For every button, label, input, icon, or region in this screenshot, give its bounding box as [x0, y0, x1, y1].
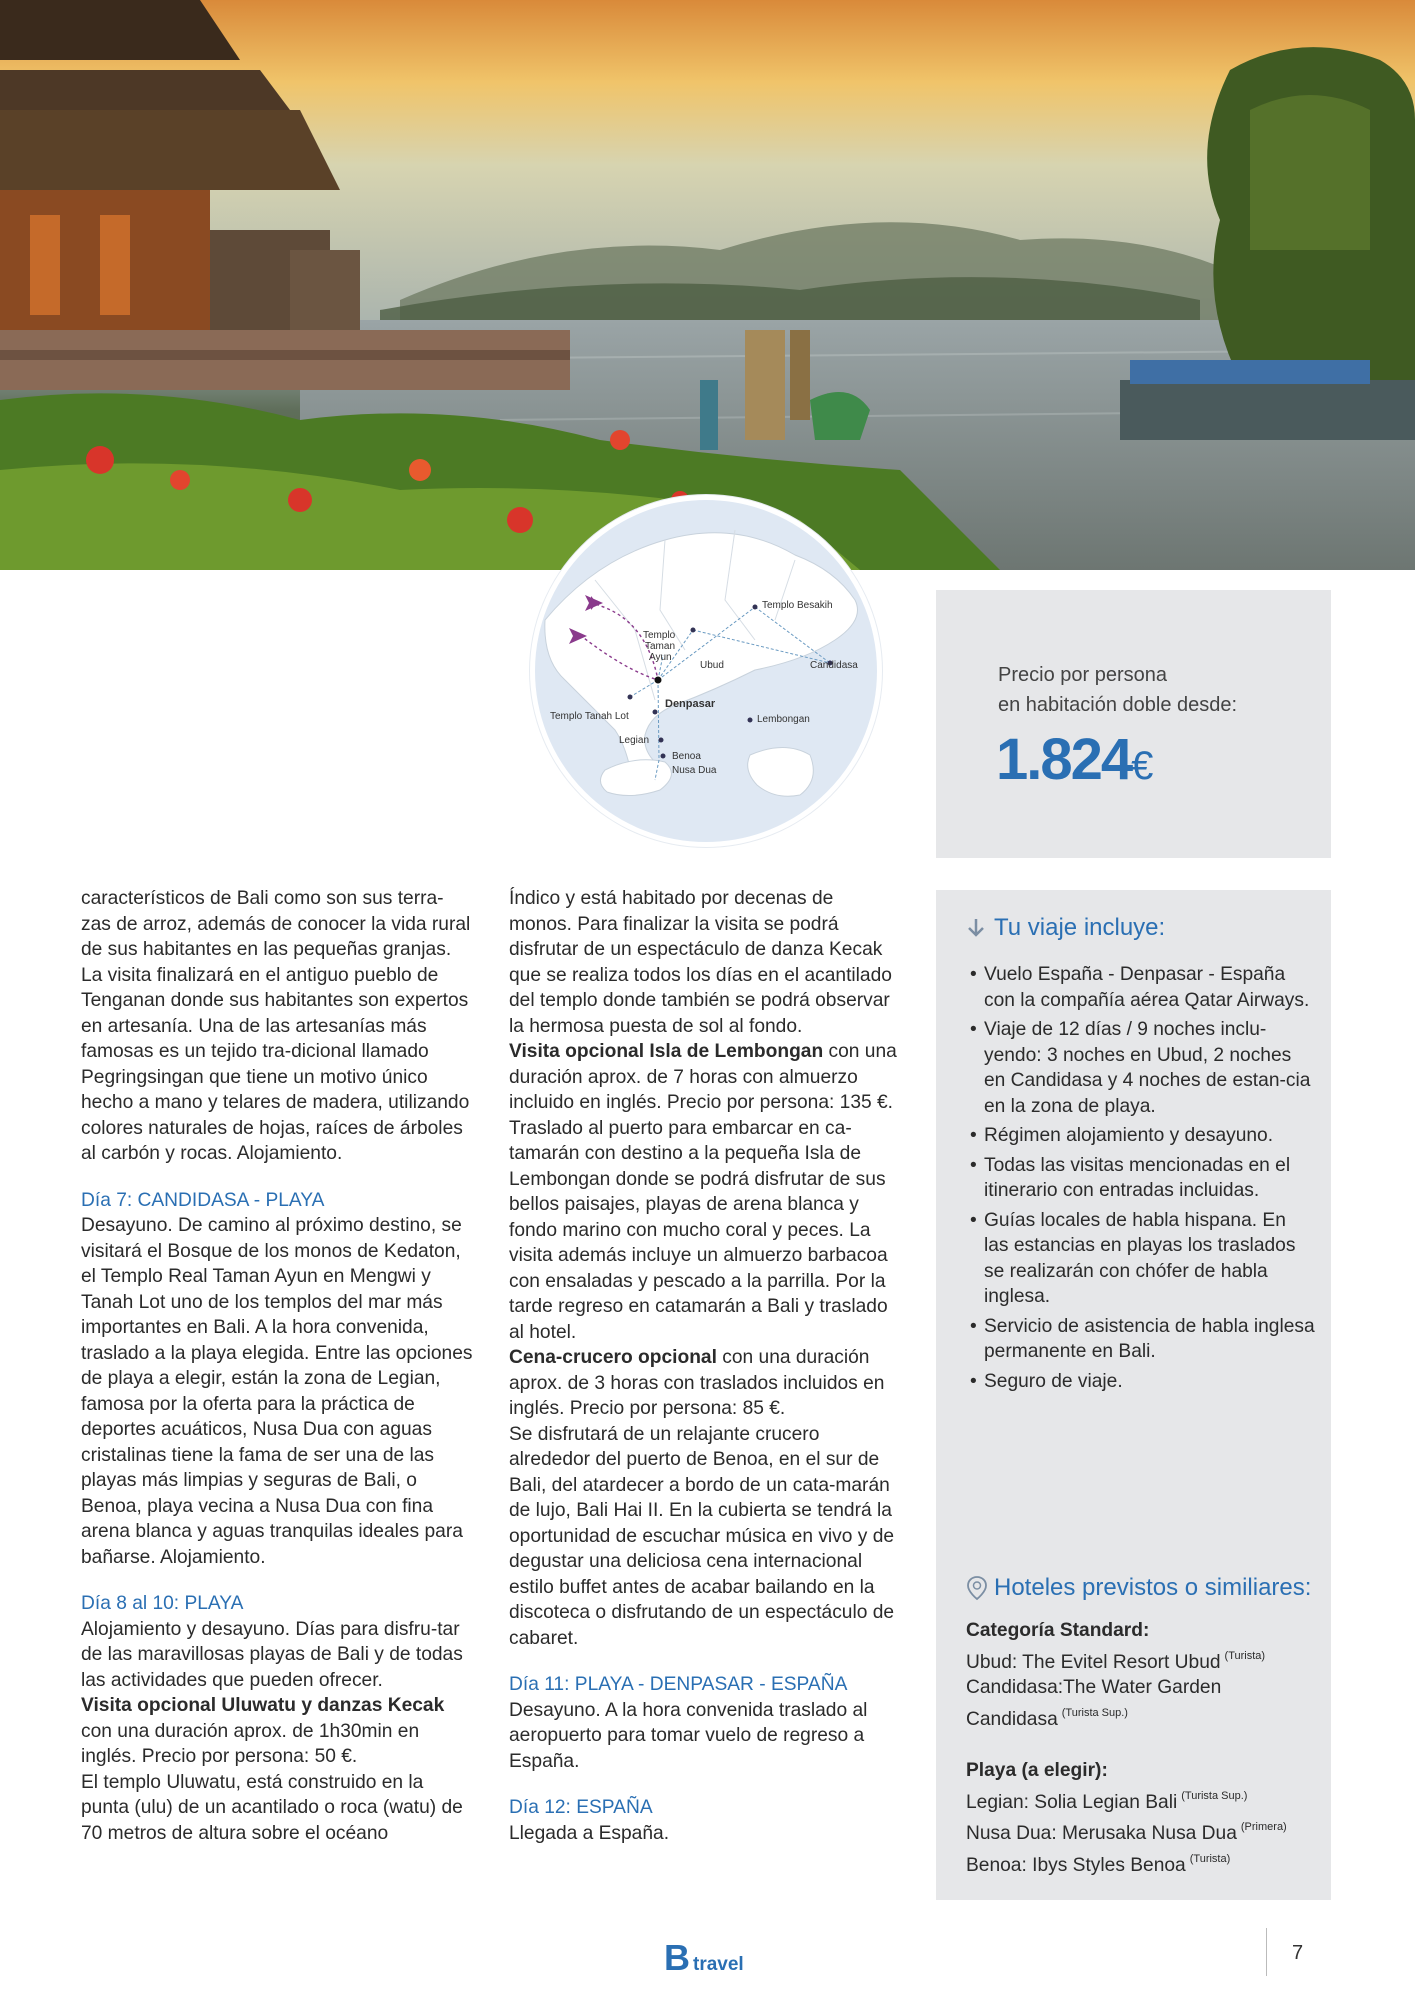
cena-title: Cena-crucero opcional: [509, 1347, 717, 1368]
page-number: 7: [1292, 1942, 1304, 1964]
hotels-title: Hoteles previstos o similiares:: [994, 1574, 1312, 1601]
list-item: • Viaje de 12 días / 9 noches inclu-yendo: 3 noches en Ubud, 2 noches en Candidasa y 4 noches de estan-cia en la zona de playa.: [970, 1017, 1315, 1119]
price-box: [936, 590, 1331, 858]
list-item: • Régimen alojamiento y desayuno.: [970, 1123, 1315, 1149]
day11-heading: Día 11: PLAYA - DENPASAR - ESPAÑA: [509, 1674, 848, 1695]
lembongan-description: Traslado al puerto para embarcar en ca-tamarán con destino a la pequeña Isla de Lembongan donde se podrá disfrutar de sus bellos paisajes, playas de arena blanca y fondo marino con mucho coral y peces. La visita además incluye un almuerzo barbacoa con ensaladas y pescado a la parrilla. Por la tarde regreso en catamarán a Bali y traslado al hotel.: [509, 1117, 888, 1343]
day11-paragraph: Desayuno. A la hora convenida traslado al aeropuerto para tomar vuelo de regreso a España.: [509, 1699, 868, 1772]
btravel-logo: [664, 1937, 744, 1978]
hotel-ubud-category: (Turista): [1224, 1649, 1266, 1662]
hotel-legian-name: Legian: Solia Legian Bali: [966, 1791, 1178, 1813]
day7-paragraph: Desayuno. De camino al próximo destino, se visitará el Bosque de los monos de Kedaton, el Templo Real Taman Ayun en Mengwi y Tanah Lot uno de los templos del mar más importantes en Bali. A la hora convenida, traslado a la playa elegida. Entre las opciones de playa a elegir, están la zona de Legian, famosa por la oferta para la práctica de deportes acuáticos, Nusa Dua con aguas cristalinas tiene la fama de ser una de las playas más limpias y seguras de Bali, o Benoa, playa vecina a Nusa Dua con fina arena blanca y aguas tranquilas ideales para bañarse. Alojamiento.: [81, 1215, 473, 1568]
uluwatu-description: El templo Uluwatu, está construido en la punta (ulu) de un acantilado o roca (watu) de 70 metros de altura sobre el océano: [81, 1771, 463, 1844]
page-number-divider: [1266, 1928, 1267, 1976]
map-label-templo-taman-ayun-3: Ayun: [649, 652, 672, 663]
map-label-legian: Legian: [619, 735, 650, 746]
map-label-templo-besakih: Templo Besakih: [762, 600, 833, 611]
bali-island-map: [535, 500, 882, 847]
map-label-denpasar: Denpasar: [665, 698, 716, 710]
hotels-beach-heading: Playa (a elegir):: [966, 1760, 1108, 1781]
map-label-lembongan: Lembongan: [757, 714, 810, 725]
hotel-benoa: [966, 1847, 1316, 1879]
day12-paragraph: Llegada a España.: [509, 1822, 670, 1844]
map-label-templo-tanah-lot: Templo Tanah Lot: [550, 711, 629, 722]
hotel-nusa-dua-category: (Primera): [1240, 1821, 1287, 1833]
map-label-templo-taman-ayun-1: Templo: [643, 630, 676, 641]
hero-image: [0, 0, 1415, 570]
route-map: [530, 495, 882, 847]
hotel-ubud: [966, 1644, 1316, 1676]
list-item: • Guías locales de habla hispana. En las estancias en playas los traslados se realizarán con chófer de habla inglesa.: [970, 1208, 1315, 1310]
day7-heading: Día 7: CANDIDASA - PLAYA: [81, 1189, 325, 1211]
hotels-beach-block: [966, 1758, 1316, 1878]
logo-letter: B: [664, 1937, 690, 1978]
map-label-nusa-dua: Nusa Dua: [672, 765, 717, 776]
lembongan-paragraph: [509, 1039, 901, 1116]
hero-landscape-illustration: [0, 0, 1415, 570]
list-item: • Todas las visitas mencionadas en el itinerario con entradas incluidas.: [970, 1153, 1315, 1204]
col2-intro-paragraph: Índico y está habitado por decenas de monos. Para finalizar la visita se podrá disfrutar de un espectáculo de danza Kecak que se realiza todos los días en el acantilado del templo donde también se podrá observar la hermosa puesta de sol al fondo.: [509, 888, 892, 1037]
price-label-line2: en habitación doble desde:: [998, 694, 1238, 716]
price-label-line1: Precio por persona: [998, 664, 1167, 686]
list-item: • Seguro de viaje.: [970, 1369, 1315, 1395]
cena-details: con una duración aprox. de 3 horas con traslados incluidos en inglés. Precio por persona: 85 €.: [509, 1347, 885, 1419]
hotels-standard-heading: Categoría Standard:: [966, 1620, 1150, 1641]
hotel-candidasa-name: Candidasa: [966, 1708, 1058, 1730]
hotel-nusa-dua-name: Nusa Dua: Merusaka Nusa Dua: [966, 1823, 1237, 1844]
price-amount: 1.824: [996, 727, 1132, 792]
cena-paragraph: [509, 1345, 901, 1422]
map-label-ubud: Ubud: [700, 660, 724, 671]
hotel-candidasa: [966, 1701, 1316, 1733]
hotel-benoa-name: Benoa: Ibys Styles Benoa: [966, 1854, 1186, 1876]
hotel-candidasa-line1: Candidasa:The Water Garden: [966, 1677, 1222, 1698]
uluwatu-details: con una duración aprox. de 1h30min en inglés. Precio por persona: 50 €.: [81, 1720, 420, 1767]
list-item: • Servicio de asistencia de habla inglesa permanente en Bali.: [970, 1314, 1315, 1365]
includes-title: Tu viaje incluye:: [994, 914, 1166, 941]
arrow-down-icon: [966, 917, 986, 939]
hotel-legian: [966, 1784, 1316, 1816]
price-currency: €: [1131, 744, 1154, 788]
hotel-legian-category: (Turista Sup.): [1181, 1789, 1248, 1802]
day8-heading: Día 8 al 10: PLAYA: [81, 1593, 244, 1614]
includes-list: [970, 962, 1315, 1398]
lembongan-details: con una duración aprox. de 7 horas con almuerzo incluido en inglés. Precio por persona: 135 €.: [509, 1041, 897, 1113]
map-label-benoa: Benoa: [672, 751, 701, 762]
cena-description: Se disfrutará de un relajante crucero alrededor del puerto de Benoa, en el sur de Bali, del atardecer a bordo de un cata-marán de lujo, Bali Hai II. En la cubierta se tendrá la oportunidad de escuchar música en vivo y de degustar una deliciosa cena internacional estilo buffet antes de acabar bailando en la discoteca o disfrutando de un espectáculo de cabaret.: [509, 1423, 895, 1649]
map-label-candidasa: Candidasa: [810, 660, 858, 671]
lembongan-title: Visita opcional Isla de Lembongan: [509, 1041, 824, 1062]
hotels-standard-block: [966, 1618, 1316, 1732]
text-column-1: [81, 886, 473, 1846]
hotel-ubud-name: Ubud: The Evitel Resort Ubud: [966, 1651, 1221, 1673]
list-item: • Vuelo España - Denpasar - España con la compañía aérea Qatar Airways.: [970, 962, 1315, 1013]
hotel-candidasa-category: (Turista Sup.): [1061, 1706, 1128, 1719]
day8-paragraph: Alojamiento y desayuno. Días para disfru-tar de las maravillosas playas de Bali y de todas las actividades que pueden ofrecer.: [81, 1618, 463, 1691]
location-pin-icon: [966, 1575, 988, 1601]
map-label-templo-taman-ayun-2: Taman: [645, 641, 676, 652]
uluwatu-paragraph: [81, 1693, 473, 1770]
hotel-benoa-category: (Turista): [1189, 1852, 1231, 1865]
price-value: [996, 726, 1153, 793]
trip-includes-box: [936, 890, 1331, 1900]
hotel-nusa-dua: [966, 1815, 1316, 1847]
text-column-2: [509, 886, 901, 1846]
col1-intro-paragraph: característicos de Bali como son sus terra-zas de arroz, además de conocer la vida rural de sus habitantes en las pequeñas granjas. La visita finalizará en el antiguo pueblo de Tenganan donde sus habitantes son expertos en artesanía. Una de las artesanías más famosas es un tejido tra-dicional llamado Pegringsingan que tiene un motivo único hecho a mano y telares de madera, utilizando colores naturales de hojas, raíces de árboles al carbón y rocas. Alojamiento.: [81, 888, 471, 1164]
uluwatu-title: Visita opcional Uluwatu y danzas Kecak: [81, 1695, 445, 1716]
includes-heading: [966, 914, 1165, 942]
hotels-heading: [966, 1574, 1311, 1602]
logo-text: travel: [693, 1954, 744, 1975]
day12-heading: Día 12: ESPAÑA: [509, 1797, 653, 1818]
